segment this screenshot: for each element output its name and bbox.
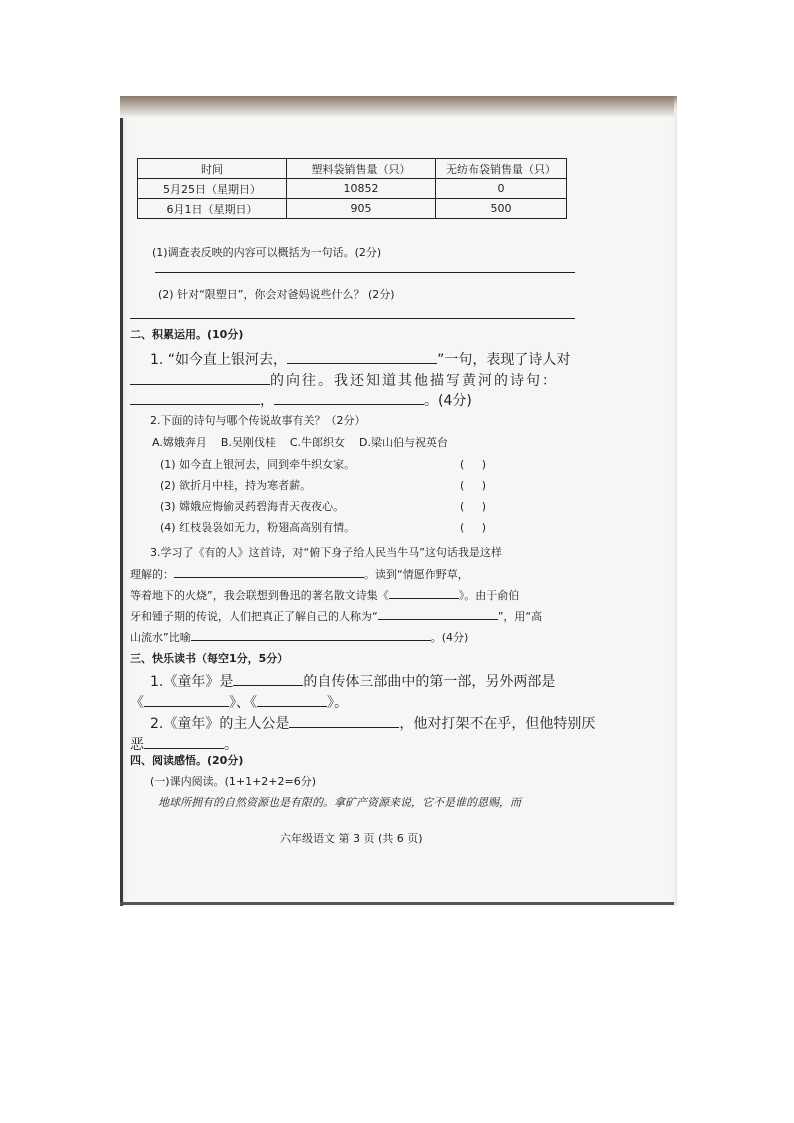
section-4-title: 四、阅读感悟。(20分) (130, 754, 244, 767)
s2-q1-line2 (130, 370, 558, 390)
s2-q2-item-1: (1) 如今直上银河去，同到牵牛织女家。 (160, 458, 356, 471)
s2-q1-text-a: 1. “如今直上银河去， (150, 352, 288, 368)
table-cell-cloth: 500 (436, 199, 567, 219)
section-2-title: 二、积累运用。(10分) (130, 328, 244, 341)
s4-passage: 地球所拥有的自然资源也是有限的。拿矿产资源来说，它不是谁的恩赐，而 (158, 796, 521, 809)
s2-q3-text-e: 牙和锺子期的传说，人们把真正了解自己的人称为“ (130, 610, 378, 623)
s2-q3-line5 (130, 628, 468, 647)
s2-q2-item-3: (3) 嫦娥应悔偷灵药碧海青天夜夜心。 (160, 500, 345, 513)
table-header-cell: 塑料袋销售量（只） (287, 159, 436, 179)
s2-q2-item-4: (4) 红枝袅袅如无力，粉翅高高别有情。 (160, 521, 356, 534)
s3-q1-text-c: 《 (130, 695, 144, 711)
s2-q3-text-h: 。(4分) (430, 631, 469, 644)
s3-q2-text-a: 2.《童年》的主人公是 (150, 716, 290, 732)
table-header-cell: 时间 (138, 159, 287, 179)
s2-q3-line2 (130, 565, 469, 584)
s3-q2-line2 (130, 734, 238, 754)
s2-q3-line3 (130, 586, 519, 605)
s2-q1-comma: ， (260, 393, 274, 409)
s3-q1-blank-1[interactable] (233, 671, 303, 686)
s3-q1-text-b: 的自传体三部曲中的第一部，另外两部是 (303, 674, 556, 690)
s2-q1-blank-4[interactable] (274, 390, 424, 405)
page-bottom-edge (120, 902, 674, 905)
s3-q1-text-d: 》、《 (229, 695, 257, 711)
s2-q2-item-2: (2) 欲折月中桂，持为寒者薪。 (160, 479, 312, 492)
s3-q1-line1 (150, 671, 555, 691)
s2-q1-line1 (150, 349, 570, 369)
table-cell-date: 5月25日（星期日） (138, 179, 287, 199)
s2-q2-answer-3[interactable]: ( ) (460, 500, 487, 513)
answer-line[interactable] (130, 318, 575, 319)
table-row (138, 179, 567, 199)
s2-q1-blank-3[interactable] (130, 390, 260, 405)
survey-table (137, 158, 567, 219)
s2-q3-text-g: 山流水”比喻 (130, 631, 191, 644)
answer-line[interactable] (155, 272, 575, 273)
s2-q1-blank-2[interactable] (130, 370, 270, 385)
s2-q1-line3 (130, 390, 472, 410)
s2-q3-text-f: ”，用“高 (497, 610, 543, 623)
s3-q2-line1 (150, 713, 595, 733)
s3-q2-text-b: ，他对打架不在乎，但他特别厌 (399, 716, 596, 732)
s3-q2-blank-1[interactable] (289, 713, 399, 728)
s2-q1-text-b: ”一句，表现了诗人对 (437, 352, 571, 368)
table-header-row (138, 159, 567, 179)
s2-q3-line1: 3.学习了《有的人》这首诗，对“俯下身子给人民当牛马”这句话我是这样 (150, 546, 502, 559)
s2-q2-answer-1[interactable]: ( ) (460, 458, 487, 471)
s2-q3-text-c: 等着地下的火烧”，我会联想到鲁迅的著名散文诗集《 (130, 589, 389, 602)
section-3-title: 三、快乐读书（每空1分，5分） (130, 652, 289, 665)
s2-q3-blank-1[interactable] (174, 565, 364, 578)
s2-q1-blank-1[interactable] (287, 349, 437, 364)
table-cell-cloth: 0 (436, 179, 567, 199)
table-header-cell: 无纺布袋销售量（只） (436, 159, 567, 179)
s2-q2-answer-2[interactable]: ( ) (460, 479, 487, 492)
s2-q1-text-c: 的向往。我还知道其他描写黄河的诗句： (270, 373, 558, 389)
s3-q2-blank-2[interactable] (144, 734, 224, 749)
s3-q1-text-e: 》。 (327, 695, 348, 711)
table-cell-plastic: 10852 (287, 179, 436, 199)
survey-question-2: (2) 针对“限塑日”，你会对爸妈说些什么？ (2分) (158, 288, 395, 301)
s2-q2-options: A.嫦娥奔月 B.吴刚伐桂 C.牛郎织女 D.梁山伯与祝英台 (152, 436, 448, 449)
table-cell-date: 6月1日（星期日） (138, 199, 287, 219)
s2-q3-blank-2[interactable] (389, 586, 459, 599)
table-cell-plastic: 905 (287, 199, 436, 219)
page-top-shadow (120, 96, 674, 118)
s2-q3-text-d: 》。由于俞伯 (458, 589, 520, 602)
s2-q3-text-a: 理解的： (130, 568, 174, 581)
s4-subsection-1: (一)课内阅读。(1+1+2+2=6分) (150, 775, 317, 788)
s3-q1-blank-3[interactable] (257, 692, 327, 707)
s2-q2-answer-4[interactable]: ( ) (460, 521, 487, 534)
s2-q3-text-b: 。读到“情愿作野草， (364, 568, 469, 581)
page-footer: 六年级语文 第 3 页 (共 6 页) (280, 832, 423, 845)
s3-q1-blank-2[interactable] (144, 692, 229, 707)
s2-q2-title: 2.下面的诗句与哪个传说故事有关？（2分） (150, 414, 366, 427)
table-row (138, 199, 567, 219)
s2-q1-score: 。(4分) (424, 393, 472, 409)
s3-q1-text-a: 1.《童年》是 (150, 674, 234, 690)
s3-q2-text-c: 恶 (130, 737, 144, 753)
survey-question-1: (1)调查表反映的内容可以概括为一句话。(2分) (152, 246, 382, 259)
s2-q3-line4 (130, 607, 542, 626)
s2-q3-blank-3[interactable] (378, 607, 498, 620)
s3-q1-line2 (130, 692, 348, 712)
s2-q3-blank-4[interactable] (191, 628, 431, 641)
s3-q2-text-d: 。 (224, 737, 238, 753)
